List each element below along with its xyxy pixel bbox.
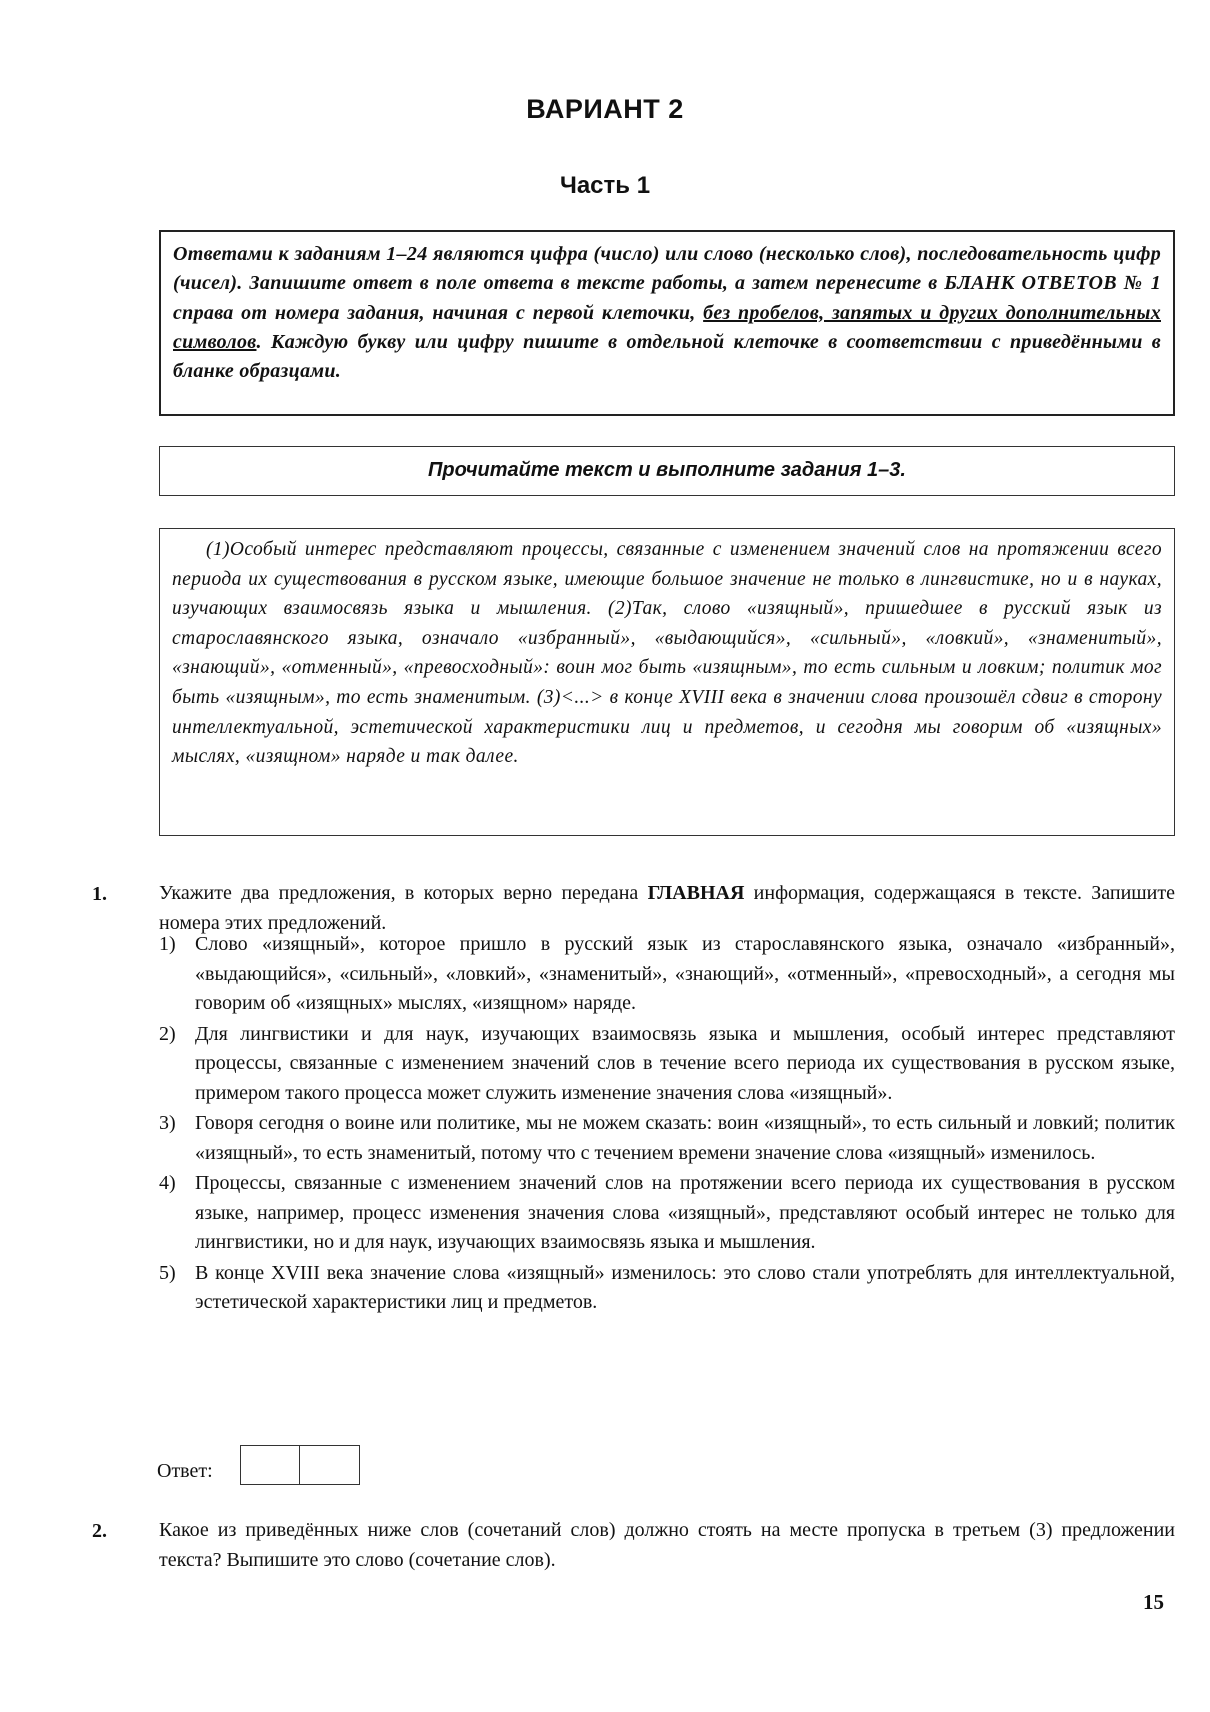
question1-number: 1. (92, 883, 107, 905)
option-3 (159, 1109, 1175, 1168)
option-text: Говоря сегодня о воине или политике, мы не можем сказать: воин «изящный», то есть сильный и ловкий; политик «изящный», то есть знаменитый, потому что с течением времени значение слова «изящный» изменилось. (195, 1112, 1175, 1164)
option-number: 1) (159, 933, 176, 955)
answer-cell-1[interactable] (240, 1445, 300, 1485)
option-text: Для лингвистики и для наук, изучающих взаимосвязь языка и мышления, особый интерес представляют процессы, связанные с изменением значений слов в течение всего периода их существования в русском языке, примером такого процесса может служить изменение значения слова «изящный». (195, 1022, 1175, 1104)
option-number: 4) (159, 1172, 176, 1194)
instructions-underlined: без пробелов, запятых и других дополнительных символов (173, 301, 1161, 353)
option-text: Слово «изящный», которое пришло в русский язык из старославянского языка, означало «избранный», «выдающийся», «сильный», «ловкий», «знаменитый», «знающий», «отменный», «превосходный», а сегодня мы говорим об «изящных» мыслях, «изящном» наряде. (195, 933, 1175, 1014)
instructions-text-before: Ответами к заданиям 1–24 являются цифра (число) или слово (несколько слов), последовательность цифр (чисел). Запишите ответ в поле ответа в тексте работы, а затем перенесите в БЛАНК ОТВЕТОВ № 1 справа от номера задания, начиная с первой клеточки, (173, 243, 1161, 324)
question1-text-after: информация, содержащаяся в тексте. Запишите номера этих предложений. (159, 882, 1175, 934)
option-number: 2) (159, 1022, 176, 1045)
variant-title: ВАРИАНТ 2 (526, 94, 684, 124)
read-prompt: Прочитайте текст и выполните задания 1–3. (428, 459, 906, 481)
answer-cell-2[interactable] (300, 1445, 360, 1485)
option-number: 3) (159, 1112, 176, 1134)
question1-bold: ГЛАВНАЯ (647, 882, 745, 904)
question2-text: Какое из приведённых ниже слов (сочетаний слов) должно стоять на месте пропуска в третьем (3) предложении текста? Выпишите это слово (сочетание слов). (159, 1519, 1175, 1571)
part-title: Часть 1 (559, 172, 651, 199)
option-text: Процессы, связанные с изменением значений слов на протяжении всего периода их существования в русском языке, например, процесс изменения значения слова «изящный», представляют особый интерес не только для лингвистики, но и для наук, изучающих взаимосвязь языка и мышления. (195, 1172, 1175, 1253)
option-4 (159, 1169, 1175, 1258)
source-text-box (159, 528, 1175, 836)
option-number: 5) (159, 1261, 176, 1284)
question1-options (159, 930, 1175, 1319)
option-1 (159, 930, 1175, 1019)
option-text: В конце XVIII века значение слова «изящный» изменилось: это слово стали употреблять для интеллектуальной, эстетической характеристики лиц и предметов. (195, 1261, 1175, 1313)
answer-label: Ответ: (157, 1460, 213, 1482)
option-5 (159, 1259, 1175, 1318)
source-text: (1)Особый интерес представляют процессы, связанные с изменением значений слов на протяжении всего периода их существования в русском языке, имеющие большое значение не только в лингвистике, но и в науках, изучающих взаимосвязь языка и мышления. (2)Так, слово «изящный», пришедшее в русский язык из старославянского языка, означало «избранный», «выдающийся», «сильный», «ловкий», «знаменитый», «знающий», «отменный», «превосходный»: воин мог быть «изящным», то есть сильным и ловким; политик мог быть «изящным», то есть знаменитым. (3)<...> в конце XVIII века в значении слова произошёл сдвиг в сторону интеллектуальной, эстетической характеристики лиц и предметов, и сегодня мы говорим об «изящных» мыслях, «изящном» наряде и так далее. (172, 539, 1162, 768)
read-prompt-box (159, 446, 1175, 496)
option-2 (159, 1020, 1175, 1109)
instructions-text-after: . Каждую букву или цифру пишите в отдельной клеточке в соответствии с приведёнными в бланке образцами. (173, 330, 1161, 383)
question2-number: 2. (92, 1520, 107, 1542)
answer-field[interactable] (240, 1445, 360, 1485)
instructions-box (159, 230, 1175, 416)
page-number: 15 (1143, 1590, 1164, 1614)
question1-text-before: Укажите два предложения, в которых верно передана (159, 882, 648, 904)
